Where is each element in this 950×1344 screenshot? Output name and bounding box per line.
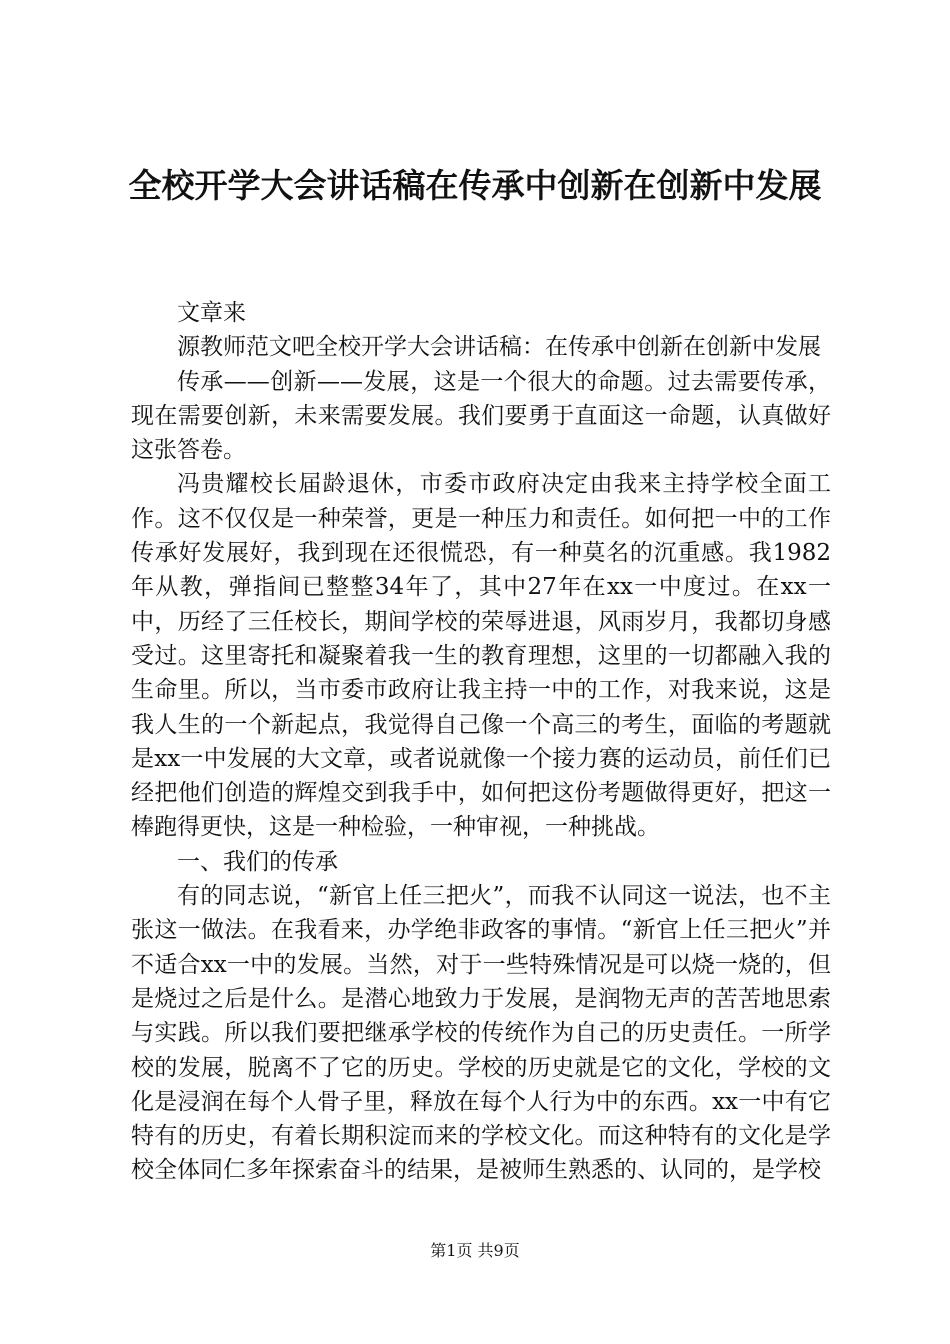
document-body [131, 296, 831, 1188]
paragraph-background: 冯贵耀校长届龄退休，市委市政府决定由我来主持学校全面工作。这不仅仅是一种荣誉，更是一种压力和责任。如何把一中的工作传承好发展好，我到现在还很慌恐，有一种莫名的沉重感。我1982年从教，弹指间已整整34年了，其中27年在xx一中度过。在xx一中，历经了三任校长，期间学校的荣辱进退，风雨岁月，我都切身感受过。这里寄托和凝聚着我一生的教育理想，这里的一切都融入我的生命里。所以，当市委市政府让我主持一中的工作，对我来说，这是我人生的一个新起点，我觉得自己像一个高三的考生，面临的考题就是xx一中发展的大文章，或者说就像一个接力赛的运动员，前任们已经把他们创造的辉煌交到我手中，如何把这份考题做得更好，把这一棒跑得更快，这是一种检验，一种审视，一种挑战。 [131, 471, 831, 841]
paragraph-inheritance: 有的同志说，“新官上任三把火”，而我不认同这一说法，也不主张这一做法。在我看来，办学绝非政客的事情。“新官上任三把火”并不适合xx一中的发展。当然，对于一些特殊情况是可以烧一烧的，但是烧过之后是什么。是潜心地致力于发展，是润物无声的苦苦地思索与实践。所以我们要把继承学校的传统作为自己的历史责任。一所学校的发展，脱离不了它的历史。学校的历史就是它的文化，学校的文化是浸润在每个人骨子里，释放在每个人行为中的东西。xx一中有它特有的历史，有着长期积淀而来的学校文化。而这种特有的文化是学校全体同仁多年探索奋斗的结果，是被师生熟悉的、认同的，是学校 [131, 883, 831, 1184]
document-title: 全校开学大会讲话稿在传承中创新在创新中发展 [128, 166, 822, 205]
paragraph-intro: 传承——创新——发展，这是一个很大的命题。过去需要传承，现在需要创新，未来需要发展。我们要勇于直面这一命题，认真做好这张答卷。 [131, 368, 831, 464]
paragraph-source-line: 文章来 [177, 300, 246, 326]
page-number-footer: 第1页 共9页 [430, 1241, 520, 1260]
section-heading-inheritance: 一、我们的传承 [177, 848, 338, 875]
paragraph-source-title: 源教师范文吧全校开学大会讲话稿：在传承中创新在创新中发展 [177, 334, 821, 361]
